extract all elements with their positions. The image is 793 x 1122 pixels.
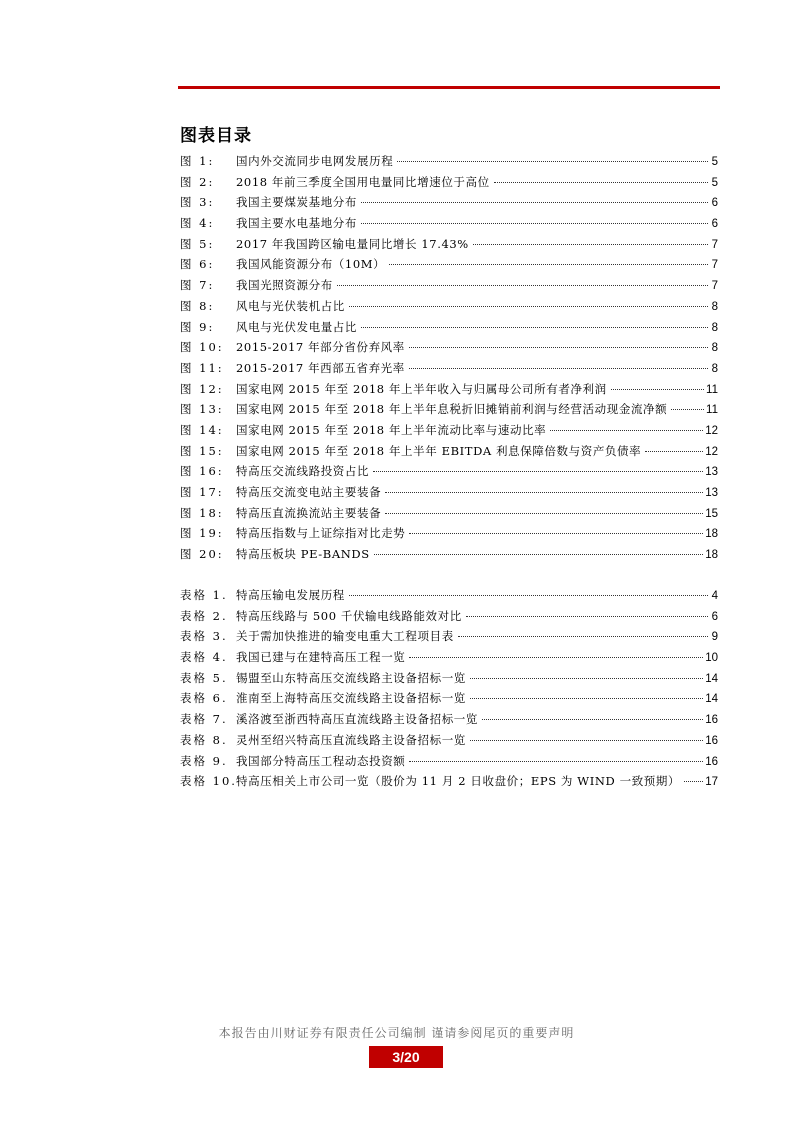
figure-entry[interactable]	[180, 463, 718, 484]
figure-label: 图 16:	[180, 464, 224, 479]
dot-leader	[373, 471, 703, 472]
dot-leader	[645, 451, 703, 452]
footer-disclaimer: 本报告由川财证券有限责任公司编制 谨请参阅尾页的重要声明	[218, 1026, 575, 1040]
figure-title[interactable]: 我国光照资源分布	[236, 278, 333, 293]
table-entry[interactable]	[180, 773, 718, 794]
table-label: 表格 6.	[180, 691, 228, 706]
table-page-number[interactable]: 17	[705, 776, 718, 789]
table-title[interactable]: 溪洛渡至浙西特高压直流线路主设备招标一览	[236, 712, 478, 727]
figure-page-number[interactable]: 13	[705, 487, 718, 499]
dot-leader	[409, 657, 703, 658]
figure-page-number[interactable]: 8	[711, 300, 718, 313]
figure-label: 图 11:	[180, 360, 224, 375]
figure-title[interactable]: 特高压板块 PE-BANDS	[236, 547, 370, 562]
dot-leader	[361, 223, 708, 224]
table-title[interactable]: 锡盟至山东特高压交流线路主设备招标一览	[236, 670, 466, 685]
figure-entry[interactable]	[180, 319, 718, 340]
figure-title[interactable]: 国家电网 2015 年至 2018 年上半年收入与归属母公司所有者净利润	[236, 381, 607, 396]
figure-page-number[interactable]: 7	[711, 238, 718, 251]
figure-entry[interactable]	[180, 236, 718, 257]
figure-page-number[interactable]: 11	[706, 404, 718, 417]
table-label: 表格 8.	[180, 732, 228, 747]
figure-title[interactable]: 2015-2017 年部分省份弃风率	[236, 340, 405, 355]
figure-page-number[interactable]: 8	[711, 362, 718, 375]
figure-entry[interactable]	[180, 339, 718, 360]
figure-entry[interactable]	[180, 174, 718, 195]
figure-label: 图 18:	[180, 505, 224, 520]
figure-page-number[interactable]: 5	[711, 176, 718, 189]
figure-page-number[interactable]: 18	[705, 528, 718, 541]
figure-label: 图 19:	[180, 526, 224, 541]
figure-title[interactable]: 特高压交流变电站主要装备	[236, 485, 382, 499]
table-page-number[interactable]: 6	[711, 610, 718, 623]
table-page-number[interactable]: 16	[705, 714, 718, 727]
figure-entry[interactable]	[180, 153, 718, 174]
figure-entry[interactable]	[180, 505, 718, 526]
table-entry[interactable]	[180, 670, 718, 691]
figure-label: 图 3:	[180, 195, 215, 210]
figure-entry[interactable]	[180, 401, 718, 422]
figure-label: 图 2:	[180, 174, 215, 189]
dot-leader	[671, 409, 704, 410]
table-title[interactable]: 淮南至上海特高压交流线路主设备招标一览	[236, 691, 466, 706]
page-title: 图表目录	[180, 126, 252, 146]
dot-leader	[349, 306, 708, 307]
figure-page-number[interactable]: 8	[711, 321, 718, 334]
dot-leader	[473, 244, 708, 245]
figure-page-number[interactable]: 8	[711, 342, 718, 355]
table-entry[interactable]	[180, 587, 718, 608]
dot-leader	[494, 182, 708, 183]
table-entry[interactable]	[180, 732, 718, 753]
figure-title[interactable]: 2017 年我国跨区输电量同比增长 17.43%	[236, 236, 469, 251]
dot-leader	[470, 678, 703, 679]
figure-label: 图 1:	[180, 154, 215, 168]
figure-title[interactable]: 我国风能资源分布（10M）	[236, 257, 386, 272]
figure-label: 图 15:	[180, 443, 224, 458]
figure-title[interactable]: 国家电网 2015 年至 2018 年上半年 EBITDA 利息保障倍数与资产负债率	[236, 443, 642, 458]
figure-label: 图 17:	[180, 485, 224, 499]
figure-entry[interactable]	[180, 525, 718, 546]
dot-leader	[470, 698, 703, 699]
figure-page-number[interactable]: 11	[706, 383, 718, 396]
figure-entry[interactable]	[180, 422, 718, 443]
table-title[interactable]: 特高压输电发展历程	[236, 588, 345, 602]
figure-page-number[interactable]: 13	[705, 466, 718, 479]
table-label: 表格 10.	[180, 774, 237, 789]
figure-entry[interactable]	[180, 484, 718, 505]
figure-title[interactable]: 特高压指数与上证综指对比走势	[236, 526, 406, 541]
dot-leader	[385, 492, 703, 493]
table-page-number[interactable]: 14	[705, 693, 718, 706]
figure-entry[interactable]	[180, 443, 718, 464]
dot-leader	[470, 740, 703, 741]
figure-entry[interactable]	[180, 546, 718, 567]
table-page-number[interactable]: 14	[705, 672, 718, 685]
dot-leader	[349, 595, 708, 596]
figure-label: 图 4:	[180, 216, 215, 231]
table-title[interactable]: 我国已建与在建特高压工程一览	[236, 650, 406, 665]
figure-label: 图 12:	[180, 381, 224, 396]
dot-leader	[385, 513, 703, 514]
dot-leader	[466, 616, 708, 617]
figure-title[interactable]: 我国主要水电基地分布	[236, 216, 357, 231]
dot-leader	[409, 368, 708, 369]
figure-page-number[interactable]: 15	[705, 507, 718, 520]
figure-label: 图 6:	[180, 257, 215, 272]
page-number-badge: 3/20	[369, 1046, 443, 1068]
figure-page-number[interactable]: 7	[711, 259, 718, 272]
table-label: 表格 5.	[180, 670, 228, 685]
figure-entry[interactable]	[180, 360, 718, 381]
figure-title[interactable]: 特高压交流线路投资占比	[236, 464, 370, 479]
figure-page-number[interactable]: 12	[705, 424, 718, 437]
table-page-number[interactable]: 4	[711, 590, 718, 602]
figure-page-number[interactable]: 6	[711, 197, 718, 210]
table-page-number[interactable]: 9	[711, 631, 718, 644]
dot-leader	[550, 430, 703, 431]
table-title[interactable]: 我国部分特高压工程动态投资额	[236, 753, 406, 768]
table-entry[interactable]	[180, 690, 718, 711]
dot-leader	[458, 636, 708, 637]
table-title[interactable]: 特高压线路与 500 千伏输电线路能效对比	[236, 608, 462, 623]
table-page-number[interactable]: 16	[705, 755, 718, 768]
table-label: 表格 9.	[180, 753, 228, 768]
dot-leader	[397, 161, 708, 162]
dot-leader	[611, 389, 704, 390]
figure-entry[interactable]	[180, 215, 718, 236]
table-label: 表格 2.	[180, 608, 228, 623]
figures-toc	[180, 153, 718, 567]
figure-label: 图 14:	[180, 422, 224, 437]
figure-page-number[interactable]: 7	[711, 280, 718, 293]
figure-title[interactable]: 国家电网 2015 年至 2018 年上半年息税折旧摊销前利润与经营活动现金流净额	[236, 402, 668, 417]
figure-title[interactable]: 2018 年前三季度全国用电量同比增速位于高位	[236, 174, 490, 189]
table-page-number[interactable]: 16	[705, 734, 718, 747]
figure-label: 图 10:	[180, 340, 224, 355]
figure-label: 图 13:	[180, 402, 224, 417]
figure-title[interactable]: 风电与光伏发电量占比	[236, 319, 357, 334]
dot-leader	[337, 285, 708, 286]
figure-page-number[interactable]: 12	[705, 445, 718, 458]
table-entry[interactable]	[180, 628, 718, 649]
table-label: 表格 7.	[180, 712, 228, 727]
table-label: 表格 1.	[180, 588, 228, 602]
header-rule	[178, 86, 720, 89]
dot-leader	[361, 202, 708, 203]
figure-title[interactable]: 特高压直流换流站主要装备	[236, 505, 382, 520]
figure-title[interactable]: 国内外交流同步电网发展历程	[236, 154, 394, 168]
figure-label: 图 20:	[180, 547, 224, 562]
figure-title[interactable]: 2015-2017 年西部五省弃光率	[236, 360, 405, 375]
figure-label: 图 7:	[180, 278, 215, 293]
table-title[interactable]: 关于需加快推进的输变电重大工程项目表	[236, 629, 454, 644]
dot-leader	[389, 264, 708, 265]
table-title[interactable]: 灵州至绍兴特高压直流线路主设备招标一览	[236, 732, 466, 747]
dot-leader	[409, 347, 708, 348]
figure-entry[interactable]	[180, 298, 718, 319]
figure-entry[interactable]	[180, 277, 718, 298]
table-label: 表格 4.	[180, 650, 228, 665]
figure-label: 图 5:	[180, 236, 215, 251]
dot-leader	[684, 781, 703, 782]
dot-leader	[361, 327, 708, 328]
figure-page-number[interactable]: 18	[705, 549, 718, 562]
dot-leader	[482, 719, 703, 720]
table-entry[interactable]	[180, 649, 718, 670]
figure-entry[interactable]	[180, 256, 718, 277]
figure-page-number[interactable]: 5	[711, 156, 718, 168]
table-entry[interactable]	[180, 711, 718, 732]
figure-label: 图 8:	[180, 298, 215, 313]
dot-leader	[409, 761, 703, 762]
dot-leader	[409, 533, 703, 534]
figure-title[interactable]: 风电与光伏装机占比	[236, 298, 345, 313]
tables-toc	[180, 587, 718, 794]
figure-title[interactable]: 国家电网 2015 年至 2018 年上半年流动比率与速动比率	[236, 422, 547, 437]
table-entry[interactable]	[180, 753, 718, 774]
table-label: 表格 3.	[180, 629, 228, 644]
table-page-number[interactable]: 10	[705, 652, 718, 665]
table-title[interactable]: 特高压相关上市公司一览（股价为 11 月 2 日收盘价；EPS 为 WIND 一致预期）	[236, 774, 681, 789]
dot-leader	[374, 554, 703, 555]
figure-entry[interactable]	[180, 194, 718, 215]
table-entry[interactable]	[180, 608, 718, 629]
figure-label: 图 9:	[180, 319, 215, 334]
figure-page-number[interactable]: 6	[711, 218, 718, 231]
figure-entry[interactable]	[180, 381, 718, 402]
figure-title[interactable]: 我国主要煤炭基地分布	[236, 195, 357, 210]
